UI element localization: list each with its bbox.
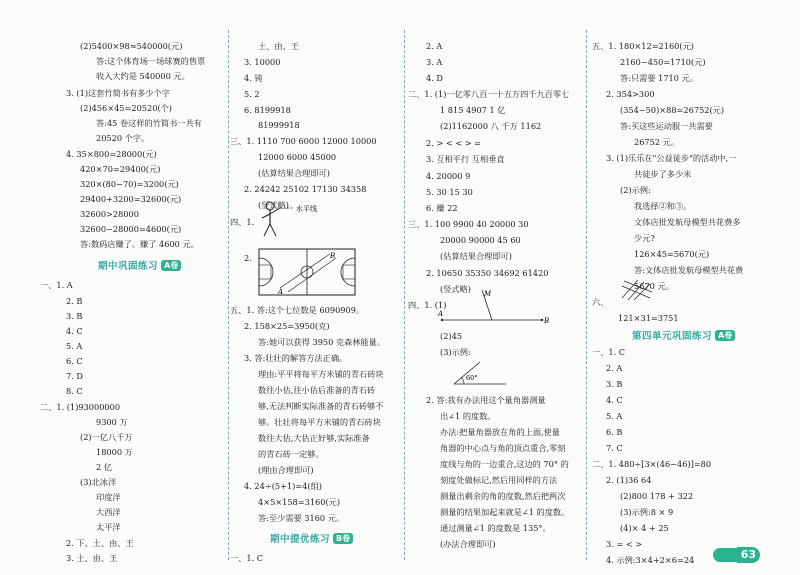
section-title: 第四单元巩固练习: [632, 331, 713, 342]
answer-line: 3. A: [426, 57, 443, 67]
answer-line: 文体店批发航母模型共花费多: [634, 217, 741, 227]
answer-line: 12000 6000 45000: [258, 152, 337, 162]
point-label: B: [544, 317, 550, 325]
answer-line: 角器的中心点与角的顶点重合,零刻: [440, 443, 566, 453]
answer-line: 测量的结果加起来就是∠1 的度数。: [440, 507, 570, 517]
answer-line: 一、1. C: [592, 347, 626, 357]
answer-line: 3. (1)乐乐在"公益徒步"的活动中,一: [606, 153, 737, 163]
answer-line: 6. 8199918: [244, 105, 291, 115]
answer-line: 18000 万: [96, 447, 133, 457]
answer-column-1: [40, 0, 226, 575]
answer-line: 土、由、王: [258, 41, 299, 51]
answer-line: 3. (1)这套竹简书有多少个字: [66, 88, 170, 98]
answer-line: 少元?: [634, 233, 655, 243]
grid-multiplication-figure: [618, 278, 658, 302]
answer-line: 2. 24242 25102 17130 34358: [244, 184, 367, 194]
section-badge-midterm-improve: [270, 531, 353, 545]
answer-line: 5670 元。: [634, 281, 674, 291]
answer-line: 2. 答:我有办法用这个量角器测量: [426, 395, 546, 405]
answer-line: 一、1. A: [40, 280, 73, 290]
page-number: 63: [737, 547, 760, 563]
answer-line: (估算结果合理即可): [258, 168, 330, 178]
answer-line: 26752 元。: [634, 137, 680, 147]
answer-line: 32600>28000: [80, 209, 139, 219]
answer-line: 3. B: [66, 311, 83, 321]
answer-line: 四、1. (1): [408, 300, 447, 310]
section-badge-midterm-consolidate: [98, 258, 181, 272]
answer-line: 32600−28000=4600(元): [80, 224, 182, 234]
answer-line: 3. = < >: [606, 539, 643, 549]
answer-line: 理由:平平将每平方米铺的青石砖块: [258, 369, 384, 379]
answer-line: (4)× 4 + 25: [620, 523, 669, 533]
answer-line: 办法:把量角器放在角的上面,使量: [440, 427, 560, 437]
answer-line: 4. C: [66, 326, 83, 336]
answer-line: 29400+3200=32600(元): [80, 194, 182, 204]
answer-line: 2. 354>300: [606, 89, 655, 99]
answer-line: (2)示例:: [620, 185, 651, 195]
angle-figure-1: [438, 286, 550, 328]
answer-line: 刻度处做标记,然后用同样的方法: [440, 475, 558, 485]
answer-line: 够,无法判断实际准备的青石砖够不: [258, 401, 384, 411]
level-tag: A卷: [161, 260, 181, 271]
answer-line: 3. 答:壮壮的解答方法正确。: [244, 353, 348, 363]
answer-line: (2)一亿八千万: [80, 432, 133, 442]
answer-line: 5. 2: [244, 89, 260, 99]
answer-line: 8. C: [66, 386, 83, 396]
answer-column-2: [230, 0, 408, 575]
answer-line: 4. 钝: [244, 73, 263, 83]
answer-column-4: [592, 0, 792, 575]
answer-line: 3. 互相平行 互相垂直: [426, 154, 505, 164]
column-separator: [586, 30, 587, 560]
answer-line: 81999918: [258, 120, 300, 130]
answer-line: 数往小估,往小估后准备的青石砖: [258, 385, 376, 395]
angle-figure-2: [450, 358, 510, 388]
water-level-figure: [260, 198, 320, 244]
answer-line: 5. A: [66, 341, 83, 351]
answer-line: (理由合理即可): [258, 465, 314, 475]
answer-line: 5. 30 15 30: [426, 187, 473, 197]
point-label: B: [330, 252, 336, 260]
answer-line: 答:文体店批发航母模型共花费: [634, 265, 744, 275]
answer-line: 126×45=5670(元): [634, 249, 710, 259]
answer-line: 420×70=29400(元): [80, 164, 161, 174]
answer-line: 的青石砖一定够。: [258, 449, 324, 459]
section-title: 期中巩固练习: [98, 261, 159, 272]
answer-line: 2. 158×25=3950(克): [244, 321, 330, 331]
answer-line: 2. A: [426, 41, 443, 51]
answer-line: 数往大估,大估正好够,实际准备: [258, 433, 370, 443]
basketball-court-figure: [258, 248, 356, 298]
answer-line: 3. 土、由、王: [66, 553, 118, 563]
level-tag: A卷: [715, 330, 735, 341]
answer-line: (办法合理即可): [440, 539, 496, 549]
answer-line: 4×5×158=3160(元): [258, 497, 341, 507]
answer-line: (竖式略): [440, 284, 471, 294]
answer-line: 2. > < < > =: [426, 138, 482, 148]
answer-line: 四、1.: [230, 217, 255, 227]
answer-line: 20520 个字。: [96, 133, 150, 143]
answer-line: 4. D: [426, 73, 443, 83]
answer-line: (竖式略): [258, 200, 289, 210]
answer-line: 够。壮壮将每平方米铺的青石砖块: [258, 417, 381, 427]
answer-column-3: [408, 0, 580, 575]
answer-line: 2.: [244, 253, 252, 263]
answer-line: (2)456×45=20520(个): [80, 103, 172, 113]
answer-line: 答:45 卷这样的竹简书一共有: [96, 118, 202, 128]
answer-line: 度线与角的一边重合,这边的 70° 的: [440, 459, 569, 469]
point-label: M: [484, 290, 492, 298]
answer-line: 4. 20000 9: [426, 171, 471, 181]
answer-line: 答:这个体育场一场球赛的售票: [96, 56, 206, 66]
water-level-label: 水平线: [296, 205, 317, 213]
answer-line: 一、1. C: [230, 553, 264, 563]
answer-line: 2. 10650 35350 34692 61420: [426, 268, 549, 278]
answer-line: 6. B: [606, 427, 623, 437]
answer-line: 6. 赚 22: [426, 203, 458, 213]
answer-line: 三、1. 100 9900 40 20000 30: [408, 219, 529, 229]
page-number-badge: [713, 547, 760, 563]
answer-line: 二、1. 480÷[3×(46−46)]=80: [592, 459, 712, 469]
answer-line: (2)800 178 + 322: [620, 491, 694, 501]
answer-line: 2160−450=1710(元): [620, 57, 706, 67]
answer-line: 1 815 4907 1 亿: [440, 105, 506, 115]
answer-line: 出∠1 的度数。: [440, 411, 496, 421]
section-title: 期中提优练习: [270, 534, 331, 545]
answer-line: 答:买这些运动服一共需要: [620, 121, 713, 131]
point-label: A: [438, 310, 444, 318]
answer-line: 五、1. 答:这个七位数是 6090909。: [230, 305, 365, 315]
answer-line: (2)45: [440, 331, 463, 341]
answer-line: 共徒步了多少米: [634, 169, 692, 179]
answer-line: 320×(80−70)=3200(元): [80, 179, 179, 189]
answer-line: 五、1. 180×12=2160(元): [592, 41, 694, 51]
section-badge-unit4-consolidate: [632, 328, 735, 342]
answer-line: 2. (1)36 64: [606, 475, 652, 485]
answer-line: 2. A: [606, 363, 623, 373]
answer-line: 3. B: [606, 379, 623, 389]
answer-line: 我选择②和③。: [634, 201, 692, 211]
angle-label: 60°: [466, 374, 478, 382]
answer-line: 二、1. (1)93000000: [40, 402, 121, 412]
answer-line: 收入大约是 540000 元。: [96, 71, 190, 81]
answer-line: 测量出剩余的角的度数,然后把两次: [440, 491, 566, 501]
answer-line: 太平洋: [96, 522, 121, 532]
answer-line: 20000 90000 45 60: [440, 235, 521, 245]
answer-line: (估算结果合理即可): [440, 251, 512, 261]
answer-line: (2)1162000 八 千万 1162: [440, 121, 542, 131]
answer-line: 121×31=3751: [618, 313, 679, 323]
answer-line: (354−50)×88=26752(元): [620, 105, 725, 115]
answer-line: 2. 下、土、由、王: [66, 538, 134, 548]
page-tab-decoration: [713, 548, 737, 562]
answer-line: (3)北冰洋: [80, 477, 117, 487]
answer-line: 6. C: [66, 356, 83, 366]
answer-line: 4. C: [606, 395, 623, 405]
answer-line: 三、1. 1110 700 6000 12000 10000: [230, 136, 377, 146]
answer-line: 答:至少需要 3160 元。: [258, 513, 345, 523]
answer-line: 5. A: [606, 411, 623, 421]
answer-line: 4. 示例:3×4+2×6=24: [606, 555, 695, 565]
answer-line: 7. C: [606, 443, 623, 453]
answer-line: 2. B: [66, 296, 83, 306]
answer-line: 2 亿: [96, 462, 112, 472]
answer-line: 7. D: [66, 371, 83, 381]
answer-line: (3)示例:: [440, 347, 471, 357]
answer-line: 4. 35×800=28000(元): [66, 149, 157, 159]
point-label: A: [278, 288, 284, 296]
answer-line: 印度洋: [96, 492, 121, 502]
answer-line: 二、1. (1)一亿零八百一十五万四千九百零七: [408, 89, 570, 99]
answer-line: 9300 万: [96, 417, 128, 427]
answer-line: (2)5400×98≈540000(元): [80, 41, 183, 51]
answer-line: 通过测量∠1 的度数是 135°。: [440, 523, 551, 533]
answer-line: 答:只需要 1710 元。: [620, 73, 698, 83]
answer-line: 3. 10000: [244, 57, 281, 67]
level-tag: B卷: [333, 533, 353, 544]
answer-line: (3)示例:8 × 9: [620, 507, 674, 517]
answer-line: 大西洋: [96, 507, 121, 517]
column-separator: [228, 30, 229, 560]
answer-line: 4. 24÷(5+1)=4(组): [244, 481, 323, 491]
answer-line: 答:数码店赚了。赚了 4600 元。: [80, 239, 199, 249]
answer-line: 六、: [592, 297, 609, 307]
answer-line: 答:她可以获得 3950 克森林能量。: [258, 337, 386, 347]
